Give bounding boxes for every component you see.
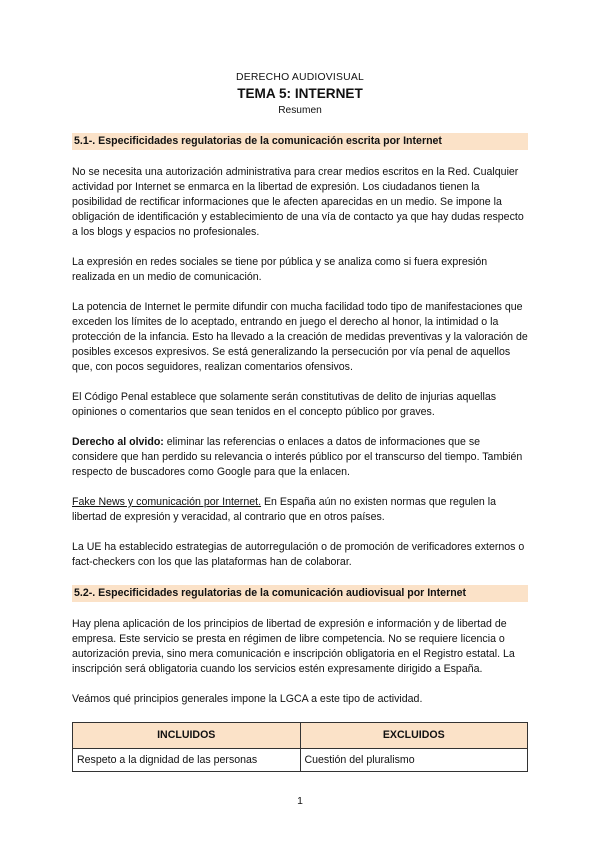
table-cell: Respeto a la dignidad de las personas [73,749,301,772]
page-number: 1 [297,796,303,807]
principles-table [72,722,528,772]
page-title: TEMA 5: INTERNET [237,86,363,101]
document-page [72,70,528,772]
table-header-incluidos: INCLUIDOS [73,723,301,749]
section-2-heading: 5.2-. Especificidades regulatorias de la comunicación audiovisual por Internet [72,585,528,602]
table-header-row [73,723,528,749]
section-1-paragraph-2: La expresión en redes sociales se tiene por pública y se analiza como si fuera expresión realizada en un medio de comunicación. [72,256,488,283]
table-cell: Cuestión del pluralismo [300,749,528,772]
course-subject: DERECHO AUDIOVISUAL [236,72,364,83]
section-1-paragraph-7: La UE ha establecido estrategias de autorregulación o de promoción de verificadores externos o fact-checkers con los que las plataformas han de colaborar. [72,541,525,568]
section-1-paragraph-6 [72,495,528,525]
table-row [73,749,528,772]
fake-news-term: Fake News y comunicación por Internet. [72,496,262,508]
section-1-paragraph-3: La potencia de Internet le permite difundir con mucha facilidad todo tipo de manifestaciones que exceden los límites de lo aceptado, entrando en juego el derecho al honor, la intimidad o la protección de la infancia. Esto ha llevado a la creación de medidas preventivas y la valoración de posibles excesos expresivos. Se está generalizando la persecución por vía penal de aquellos que, con pocos seguidores, realizan comentarios ofensivos. [72,301,528,373]
section-2-paragraph-1: Hay plena aplicación de los principios de libertad de expresión e información y de libertad de empresa. Este servicio se presta en régimen de libre competencia. No se requiere licencia o autorización previa, sino mera comunicación e inscripción obligatoria en el Registro estatal. La inscripción será obligatoria cuando los servicios estén expresamente dirigido a España. [72,618,515,675]
table-header-excluidos: EXCLUIDOS [300,723,528,749]
section-2-paragraph-2: Veámos qué principios generales impone la LGCA a este tipo de actividad. [72,693,423,705]
fake-news-text: En España aún no existen normas que regulen la libertad de expresión y veracidad, al contrario que en otros países. [72,496,497,523]
section-1-paragraph-4: El Código Penal establece que solamente serán constitutivas de delito de injurias aquellas opiniones o comentarios que sean tenidos en el concepto público por graves. [72,391,497,418]
section-1-heading: 5.1-. Especificidades regulatorias de la comunicación escrita por Internet [72,133,528,150]
page-subtitle: Resumen [278,105,322,116]
derecho-olvido-term: Derecho al olvido: [72,436,164,448]
derecho-olvido-text: eliminar las referencias o enlaces a datos de informaciones que se considere que han perdido su relevancia o interés público por el transcurso del tiempo. También respecto de buscadores como Google para que la enlacen. [72,436,523,478]
section-1-paragraph-1: No se necesita una autorización administrativa para crear medios escritos en la Red. Cualquier actividad por Internet se enmarca en la libertad de expresión. Los ciudadanos tienen la posibilidad de rectificar informaciones que le afecten aparecidas en un medio. Se impone la obligación de identificación y establecimiento de una vía de contacto ya que hay dudas respecto a los blogs y espacios no profesionales. [72,166,524,238]
section-1-paragraph-5 [72,435,528,480]
